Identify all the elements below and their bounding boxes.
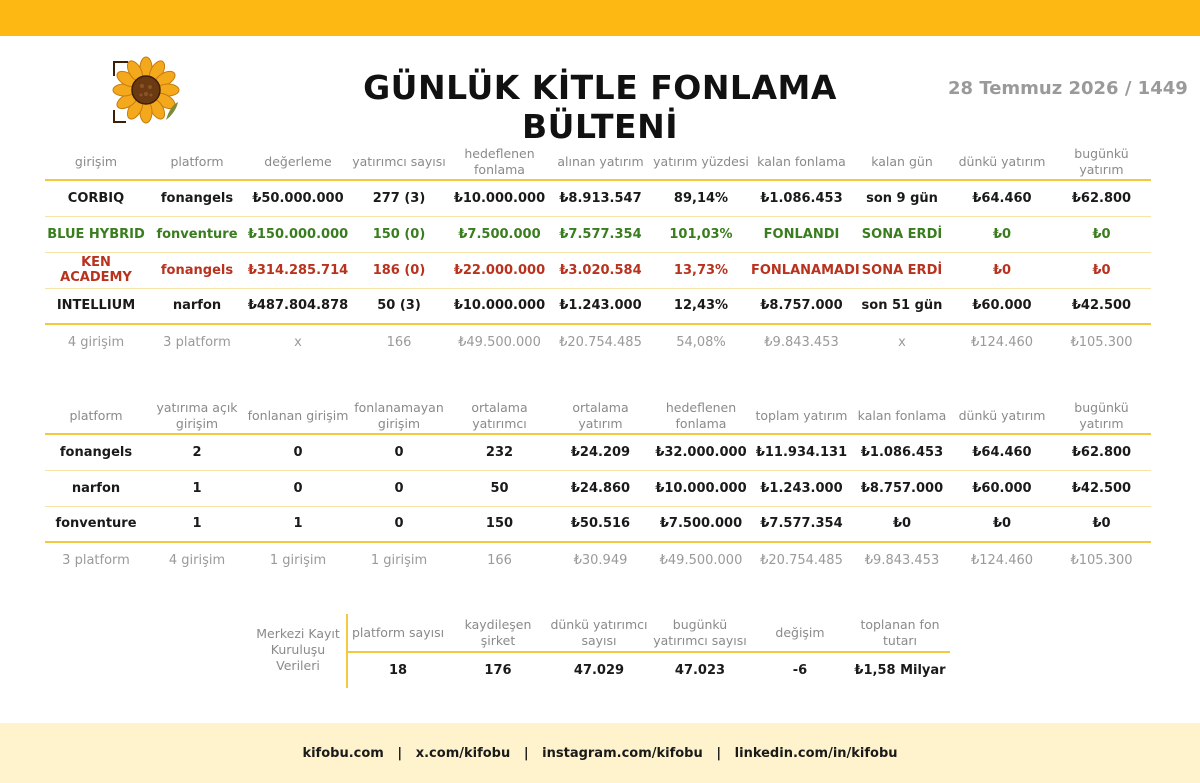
total-cell: ₺105.300 xyxy=(1070,335,1133,350)
table-cell: 12,43% xyxy=(673,298,729,314)
table-cell: BLUE HYBRID xyxy=(47,226,145,242)
footer-link-linkedin[interactable]: linkedin.com/in/kifobu xyxy=(734,745,898,761)
column-header: değerleme xyxy=(247,144,349,180)
total-cell: x xyxy=(294,335,302,350)
table-cell: ₺314.285.714 xyxy=(247,262,349,278)
table-cell: ₺0 xyxy=(992,262,1012,278)
table-row xyxy=(45,180,1151,216)
table-cell: ₺42.500 xyxy=(1071,298,1132,314)
bulletin-date: 28 Temmuz 2026 / 1449 xyxy=(948,78,1188,99)
table-cell: SONA ERDİ xyxy=(861,226,943,242)
table-cell: ₺0 xyxy=(992,516,1012,532)
table-cell: 0 xyxy=(293,444,303,460)
total-cell: ₺49.500.000 xyxy=(458,335,541,350)
table-row xyxy=(45,216,1151,252)
mkk-table xyxy=(348,614,950,688)
table-cell: ₺7.577.354 xyxy=(760,516,843,532)
total-cell: ₺105.300 xyxy=(1070,553,1133,568)
table-cell: ₺64.460 xyxy=(972,190,1032,206)
startups-table xyxy=(45,144,1151,360)
column-header: girişim xyxy=(45,144,147,180)
column-header: platform xyxy=(147,144,247,180)
column-header: dünkü yatırımcı sayısı xyxy=(548,614,650,652)
column-header: fonlanan girişim xyxy=(247,398,349,434)
column-header: platform xyxy=(45,398,147,434)
column-header: fonlanamayan girişim xyxy=(349,398,449,434)
table-cell: KEN ACADEMY xyxy=(60,255,132,285)
table-cell: son 9 gün xyxy=(866,190,938,206)
table-cell: ₺487.804.878 xyxy=(247,298,349,314)
table-cell: ₺22.000.000 xyxy=(453,262,546,278)
total-cell: 54,08% xyxy=(676,335,726,350)
table-header-row xyxy=(45,398,1151,434)
column-header: kalan fonlama xyxy=(751,144,852,180)
table-cell: 13,73% xyxy=(673,262,729,278)
table-cell: ₺42.500 xyxy=(1071,480,1132,496)
table-cell: FONLANDI xyxy=(763,226,840,242)
table-cell: ₺8.757.000 xyxy=(760,298,843,314)
table-cell: ₺1,58 Milyar xyxy=(854,663,946,678)
table-cell: 232 xyxy=(485,444,514,460)
table-cell: 0 xyxy=(394,444,404,460)
table-cell: ₺60.000 xyxy=(972,298,1032,314)
table-row xyxy=(45,506,1151,542)
column-header: yatırım yüzdesi xyxy=(651,144,751,180)
table-cell: ₺50.000.000 xyxy=(252,190,344,206)
footer-separator: | xyxy=(523,745,529,761)
table-cell: ₺0 xyxy=(1092,262,1111,278)
table-cell: ₺32.000.000 xyxy=(655,444,747,460)
table-cell: -6 xyxy=(792,663,808,678)
table-cell: fonangels xyxy=(59,444,133,460)
table-cell: 176 xyxy=(484,663,512,678)
total-cell: 166 xyxy=(386,335,412,350)
total-cell: 166 xyxy=(487,553,512,568)
table-cell: ₺0 xyxy=(1092,226,1111,242)
column-header: bugünkü yatırımcı sayısı xyxy=(650,614,750,652)
table-cell: ₺7.500.000 xyxy=(659,516,743,532)
table-cell: SONA ERDİ xyxy=(861,262,943,278)
column-header: hedeflenen fonlama xyxy=(651,398,751,434)
table-cell: 18 xyxy=(388,663,408,678)
column-header: bugünkü yatırım xyxy=(1052,144,1151,180)
table-cell: ₺24.209 xyxy=(570,444,631,460)
table-cell: FONLANAMADI xyxy=(751,262,860,278)
table-cell: ₺64.460 xyxy=(972,444,1032,460)
table-cell: ₺11.934.131 xyxy=(755,444,848,460)
footer-separator: | xyxy=(397,745,403,761)
table-cell: 50 xyxy=(490,480,509,496)
column-header: yatırıma açık girişim xyxy=(147,398,247,434)
column-header: toplanan fon tutarı xyxy=(850,614,950,652)
table-cell: CORBIQ xyxy=(67,190,125,206)
table-cell: ₺8.913.547 xyxy=(559,190,642,206)
table-row xyxy=(45,470,1151,506)
footer-link-x[interactable]: x.com/kifobu xyxy=(415,745,511,761)
table-cell: son 51 gün xyxy=(861,298,943,314)
total-cell: x xyxy=(898,335,906,350)
table-cell: ₺1.086.453 xyxy=(760,190,843,206)
table-cell: 47.029 xyxy=(573,663,625,678)
table-cell: ₺0 xyxy=(892,516,912,532)
footer-link-instagram[interactable]: instagram.com/kifobu xyxy=(542,745,703,761)
table-cell: ₺62.800 xyxy=(1071,190,1132,206)
total-cell: 1 girişim xyxy=(370,553,428,568)
table-cell: fonventure xyxy=(156,226,238,242)
table-cell: 0 xyxy=(293,480,303,496)
top-accent-bar xyxy=(0,0,1200,36)
table-cell: ₺7.500.000 xyxy=(458,226,541,242)
table-cell: 0 xyxy=(394,480,404,496)
total-cell: ₺9.843.453 xyxy=(864,553,940,568)
total-cell: 3 platform xyxy=(163,335,231,350)
column-header: kaydileşen şirket xyxy=(448,614,548,652)
table-cell: fonventure xyxy=(55,516,137,532)
column-header: dünkü yatırım xyxy=(952,398,1052,434)
table-cell: narfon xyxy=(71,480,121,496)
table-row xyxy=(45,288,1151,324)
table-row xyxy=(45,252,1151,288)
column-header: hedeflenen fonlama xyxy=(449,144,550,180)
total-cell: 4 girişim xyxy=(168,553,226,568)
column-header: ortalama yatırım xyxy=(550,398,651,434)
total-cell: ₺20.754.485 xyxy=(559,335,642,350)
table-header-row xyxy=(348,614,950,652)
total-cell: ₺9.843.453 xyxy=(764,335,839,350)
table-row xyxy=(348,652,950,688)
column-header: yatırımcı sayısı xyxy=(349,144,449,180)
table-cell: fonangels xyxy=(160,190,234,206)
table-row xyxy=(45,434,1151,470)
footer-separator: | xyxy=(716,745,722,761)
table-header-row xyxy=(45,144,1151,180)
footer-link-website[interactable]: kifobu.com xyxy=(302,745,384,761)
table-cell: 0 xyxy=(394,516,404,532)
table-cell: ₺3.020.584 xyxy=(559,262,642,278)
table-cell: 1 xyxy=(293,516,303,532)
table-cell: INTELLIUM xyxy=(56,298,136,314)
table-cell: ₺62.800 xyxy=(1071,444,1132,460)
table-cell: ₺1.243.000 xyxy=(559,298,642,314)
column-header: ortalama yatırımcı xyxy=(449,398,550,434)
column-header: kalan gün xyxy=(852,144,952,180)
column-header: bugünkü yatırım xyxy=(1052,398,1151,434)
total-cell: 1 girişim xyxy=(269,553,327,568)
table-cell: ₺8.757.000 xyxy=(860,480,944,496)
table-cell: ₺50.516 xyxy=(570,516,631,532)
footer xyxy=(0,723,1200,783)
total-cell: ₺124.460 xyxy=(970,335,1034,350)
table-cell: 2 xyxy=(192,444,202,460)
table-cell: narfon xyxy=(172,298,222,314)
column-header: toplam yatırım xyxy=(751,398,852,434)
column-header: alınan yatırım xyxy=(550,144,651,180)
table-cell: ₺10.000.000 xyxy=(655,480,747,496)
sunflower-logo xyxy=(108,56,184,128)
column-header: değişim xyxy=(750,614,850,652)
total-cell: 3 platform xyxy=(62,553,130,568)
table-cell: 186 (0) xyxy=(372,262,426,278)
table-cell: 50 (3) xyxy=(377,298,421,314)
page-title: GÜNLÜK KİTLE FONLAMA BÜLTENİ xyxy=(363,68,837,146)
table-cell: 101,03% xyxy=(669,226,733,242)
table-cell: ₺0 xyxy=(992,226,1012,242)
table-cell: ₺1.086.453 xyxy=(860,444,944,460)
table-cell: ₺60.000 xyxy=(972,480,1032,496)
table-cell: fonangels xyxy=(160,262,234,278)
total-cell: ₺49.500.000 xyxy=(659,553,743,568)
table-cell: ₺24.860 xyxy=(570,480,631,496)
total-cell: ₺30.949 xyxy=(573,553,628,568)
table-cell: 150 (0) xyxy=(372,226,426,242)
mkk-label: Merkezi Kayıt Kuruluşu Verileri xyxy=(256,626,340,673)
table-total-row xyxy=(45,324,1151,360)
table-cell: 277 (3) xyxy=(372,190,426,206)
column-header: dünkü yatırım xyxy=(952,144,1052,180)
column-header: kalan fonlama xyxy=(852,398,952,434)
table-cell: ₺150.000.000 xyxy=(247,226,349,242)
table-total-row xyxy=(45,542,1151,578)
table-cell: ₺10.000.000 xyxy=(453,298,546,314)
platforms-table xyxy=(45,398,1151,578)
table-cell: 150 xyxy=(485,516,514,532)
table-cell: ₺1.243.000 xyxy=(760,480,843,496)
table-cell: 1 xyxy=(192,516,202,532)
table-cell: 1 xyxy=(192,480,202,496)
table-cell: ₺0 xyxy=(1092,516,1111,532)
column-header: platform sayısı xyxy=(348,614,448,652)
table-cell: ₺7.577.354 xyxy=(559,226,642,242)
total-cell: ₺124.460 xyxy=(970,553,1034,568)
total-cell: ₺20.754.485 xyxy=(760,553,843,568)
total-cell: 4 girişim xyxy=(67,335,125,350)
table-cell: 89,14% xyxy=(673,190,729,206)
table-cell: 47.023 xyxy=(674,663,726,678)
table-cell: ₺10.000.000 xyxy=(453,190,546,206)
